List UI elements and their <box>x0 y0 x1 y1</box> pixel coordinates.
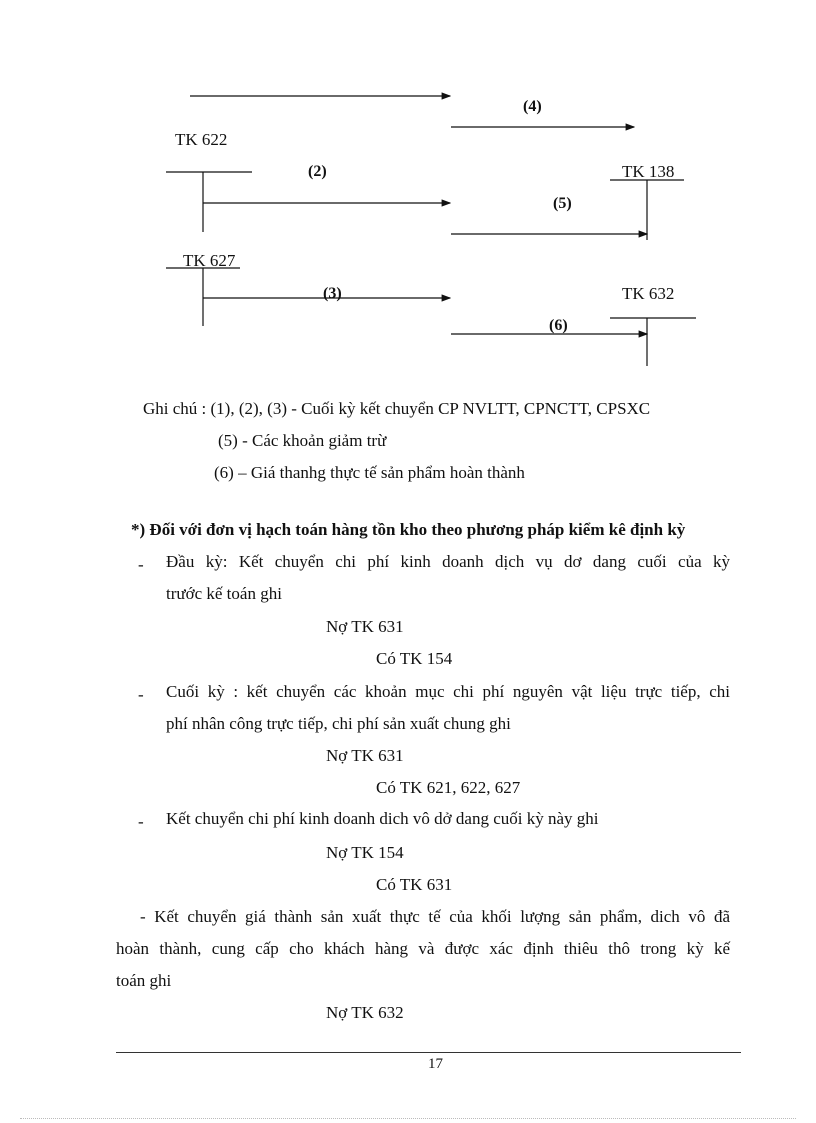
bullet-dash-1: - <box>138 555 144 574</box>
item3-debit-entry: Nợ TK 154 <box>326 843 404 862</box>
page-number: 17 <box>428 1056 443 1072</box>
section-heading: *) Đối với đơn vị hạch toán hàng tồn kho theo phương pháp kiểm kê định kỳ <box>131 520 686 539</box>
step-2-label: (2) <box>308 163 327 180</box>
item2-debit-entry: Nợ TK 631 <box>326 746 404 765</box>
tk622-label: TK 622 <box>175 130 228 149</box>
note-line-3: (6) – Giá thanhg thực tế sản phẩm hoàn thành <box>214 463 525 482</box>
step-5-label: (5) <box>553 195 572 212</box>
item2-line2: phí nhân công trực tiếp, chi phí sản xuất chung ghi <box>166 714 511 733</box>
para-line2: hoàn thành, cung cấp cho khách hàng và được xác định thiêu thô trong kỳ kế <box>116 939 730 958</box>
item1-line1: Đầu kỳ: Kết chuyển chi phí kinh doanh dịch vụ dơ dang cuối của kỳ <box>166 552 730 571</box>
page-bottom-dotted-border <box>20 1118 796 1119</box>
accounting-flow-diagram <box>0 0 816 380</box>
item1-line2: trước kế toán ghi <box>166 584 282 603</box>
item1-debit-entry: Nợ TK 631 <box>326 617 404 636</box>
step-6-label: (6) <box>549 317 568 334</box>
item2-line1: Cuối kỳ : kết chuyển các khoản mục chi phí nguyên vật liệu trực tiếp, chi <box>166 682 730 701</box>
tk138-label: TK 138 <box>622 162 675 181</box>
item2-credit-entry: Có TK 621, 622, 627 <box>376 778 521 797</box>
para-line1: - Kết chuyển giá thành sản xuất thực tế của khối lượng sản phẩm, dich vô đã <box>140 907 730 926</box>
tk632-label: TK 632 <box>622 284 675 303</box>
step-3-label: (3) <box>323 285 342 302</box>
item3-credit-entry: Có TK 631 <box>376 875 453 894</box>
bullet-dash-2: - <box>138 685 144 704</box>
footer-rule <box>116 1052 741 1053</box>
tk627-label: TK 627 <box>183 251 236 270</box>
note-line-2: (5) - Các khoản giảm trừ <box>218 431 387 450</box>
item3-line1: Kết chuyển chi phí kinh doanh dich vô dở dang cuối kỳ này ghi <box>166 809 599 828</box>
item1-credit-entry: Có TK 154 <box>376 649 453 668</box>
para-debit-entry: Nợ TK 632 <box>326 1003 404 1022</box>
note-line-1: Ghi chú : (1), (2), (3) - Cuối kỳ kết chuyển CP NVLTT, CPNCTT, CPSXC <box>143 399 651 418</box>
para-line3: toán ghi <box>116 971 172 990</box>
step-4-label: (4) <box>523 98 542 115</box>
bullet-dash-3: - <box>138 812 144 831</box>
